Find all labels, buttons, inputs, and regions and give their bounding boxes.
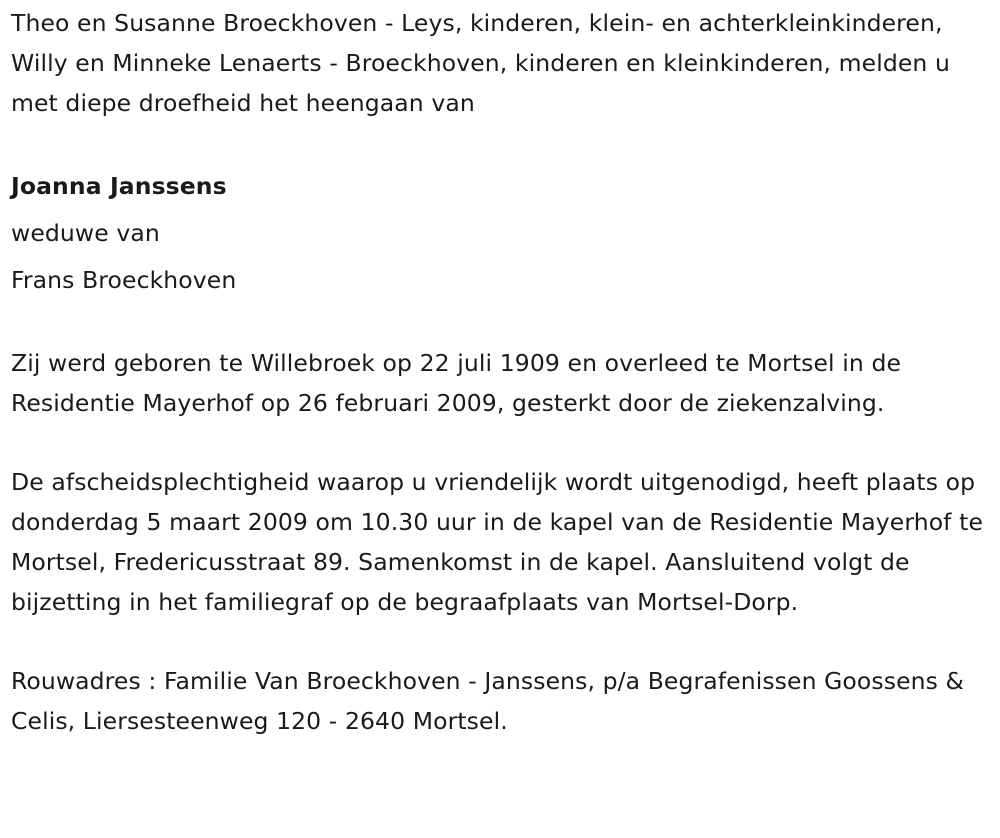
address-paragraph: Rouwadres : Familie Van Broeckhoven - Janssens, p/a Begrafenissen Goossens & Celis, Liersesteenweg 120 - 2640 Mortsel. <box>11 667 964 736</box>
deceased-block <box>11 163 986 304</box>
intro-paragraph: Theo en Susanne Broeckhoven - Leys, kinderen, klein- en achterkleinkinderen, Willy en Minneke Lenaerts - Broeckhoven, kinderen en kleinkinderen, melden u met diepe droefheid het heengaan van <box>11 9 950 117</box>
birth-death-paragraph: Zij werd geboren te Willebroek op 22 juli 1909 en overleed te Mortsel in de Residentie Mayerhof op 26 februari 2009, gesterkt door de ziekenzalving. <box>11 348 902 417</box>
deceased-name: Joanna Janssens <box>11 172 227 201</box>
death-notice <box>11 4 986 742</box>
deceased-relation: weduwe van <box>11 219 160 248</box>
deceased-spouse: Frans Broeckhoven <box>11 266 237 295</box>
ceremony-paragraph: De afscheidsplechtigheid waarop u vriendelijk wordt uitgenodigd, heeft plaats op donderdag 5 maart 2009 om 10.30 uur in de kapel van de Residentie Mayerhof te Mortsel, Fredericusstraat 89. Samenkomst in de kapel. Aansluitend volgt de bijzetting in het familiegraf op de begraafplaats van Mortsel-Dorp. <box>11 468 984 616</box>
